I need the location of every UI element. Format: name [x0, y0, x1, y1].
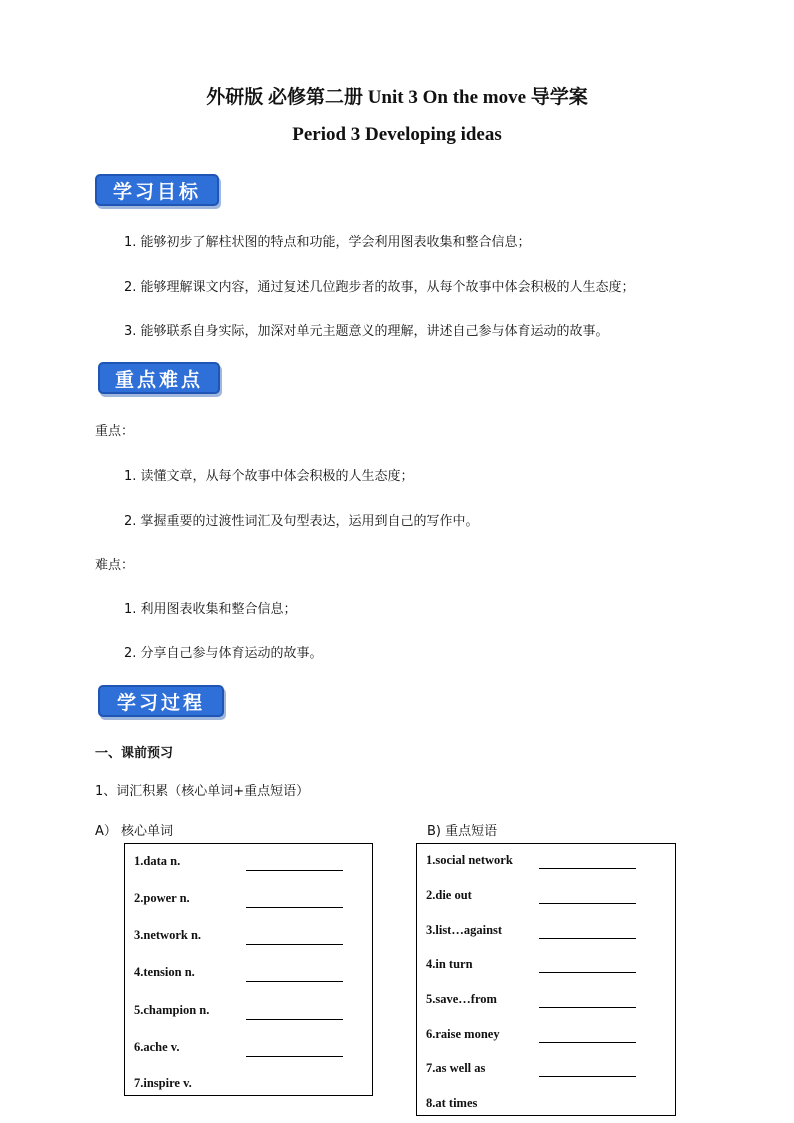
- objectives-banner: 学习目标: [95, 174, 219, 206]
- key-item: 2. 掌握重要的过渡性词汇及句型表达，运用到自己的写作中。: [124, 514, 479, 529]
- phrase-item: 4.in turn: [426, 957, 473, 971]
- phrase-item: 6.raise money: [426, 1027, 500, 1041]
- difficult-item: 1. 利用图表收集和整合信息；: [124, 602, 297, 617]
- difficult-label: 难点：: [95, 558, 135, 573]
- answer-blank[interactable]: [539, 1006, 636, 1008]
- phrase-item: 2.die out: [426, 888, 472, 902]
- words-heading: A） 核心单词: [95, 824, 174, 839]
- words-table: [124, 843, 373, 1096]
- phrase-item: 7.as well as: [426, 1061, 486, 1075]
- answer-blank[interactable]: [539, 867, 636, 869]
- answer-blank[interactable]: [246, 943, 343, 945]
- answer-blank[interactable]: [539, 971, 636, 973]
- difficult-item: 2. 分享自己参与体育运动的故事。: [124, 646, 323, 661]
- objective-item: 3. 能够联系自身实际，加深对单元主题意义的理解，讲述自己参与体育运动的故事。: [124, 324, 609, 339]
- word-item: 2.power n.: [134, 891, 190, 905]
- phrase-item: 8.at times: [426, 1096, 478, 1110]
- process-banner: 学习过程: [98, 685, 224, 717]
- sub-heading: 1、词汇积累（核心单词+重点短语）: [95, 784, 310, 799]
- answer-blank[interactable]: [246, 980, 343, 982]
- answer-blank[interactable]: [539, 1075, 636, 1077]
- phrase-item: 1.social network: [426, 853, 513, 867]
- page-subtitle: Period 3 Developing ideas: [292, 124, 502, 145]
- answer-blank[interactable]: [539, 902, 636, 904]
- phrase-item: 5.save…from: [426, 992, 497, 1006]
- phrases-heading: B) 重点短语: [427, 824, 498, 839]
- word-item: 7.inspire v.: [134, 1076, 192, 1090]
- answer-blank[interactable]: [539, 937, 636, 939]
- part-heading: 一、课前预习: [95, 746, 174, 761]
- answer-blank[interactable]: [246, 906, 343, 908]
- key-item: 1. 读懂文章，从每个故事中体会积极的人生态度；: [124, 469, 414, 484]
- phrases-table: [416, 843, 676, 1116]
- word-item: 6.ache v.: [134, 1040, 180, 1054]
- answer-blank[interactable]: [246, 1055, 343, 1057]
- word-item: 3.network n.: [134, 928, 202, 942]
- key-points-banner: 重点难点: [98, 362, 220, 394]
- word-item: 5.champion n.: [134, 1003, 210, 1017]
- page-title: 外研版 必修第二册 Unit 3 On the move 导学案: [206, 87, 588, 108]
- answer-blank[interactable]: [539, 1041, 636, 1043]
- word-item: 4.tension n.: [134, 965, 195, 979]
- answer-blank[interactable]: [246, 869, 343, 871]
- answer-blank[interactable]: [246, 1018, 343, 1020]
- key-label: 重点：: [95, 424, 135, 439]
- objective-item: 1. 能够初步了解柱状图的特点和功能，学会利用图表收集和整合信息；: [124, 235, 531, 250]
- objective-item: 2. 能够理解课文内容，通过复述几位跑步者的故事，从每个故事中体会积极的人生态度；: [124, 280, 635, 295]
- word-item: 1.data n.: [134, 854, 181, 868]
- phrase-item: 3.list…against: [426, 923, 503, 937]
